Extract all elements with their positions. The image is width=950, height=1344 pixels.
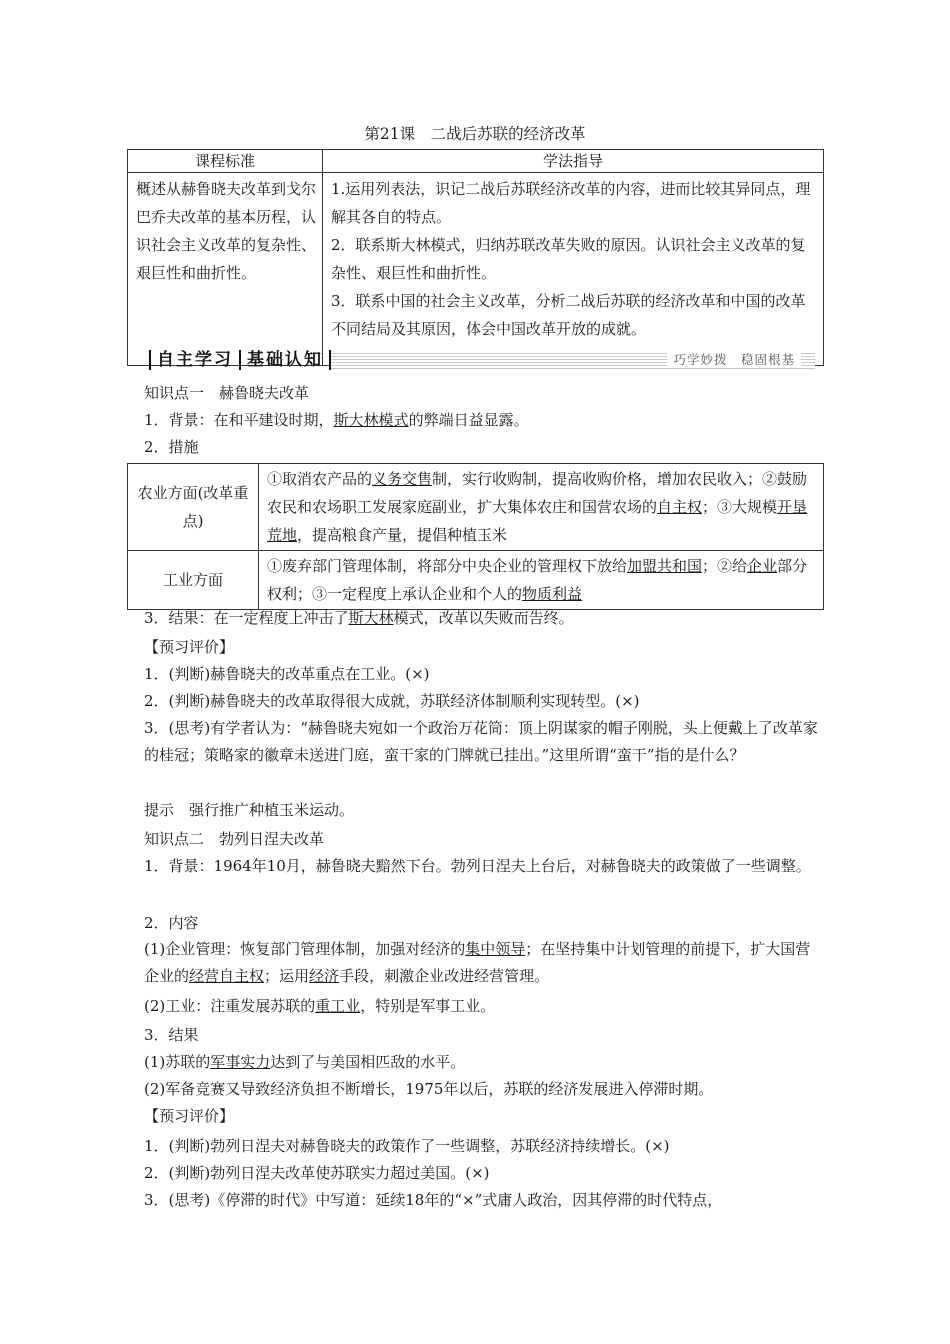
- text: ①废弃部门管理体制，将部分中央企业的管理权下放给: [267, 557, 628, 575]
- guide-item: 3．联系中国的社会主义改革，分析二战后苏联的经济改革和中国的改革不同结局及其原因，体会中国改革开放的成就。: [331, 292, 806, 338]
- k2-result-heading: 3．结果: [144, 1026, 199, 1044]
- banner-bar: [149, 350, 151, 370]
- text: 部分权利；③一定程度上承认企业和个人的: [267, 557, 808, 603]
- text: ①取消农产品的: [267, 470, 373, 488]
- banner-tag: 巧学妙拨 稳固根基: [667, 350, 801, 368]
- course-standard-cell: 概述从赫鲁晓夫改革到戈尔巴乔夫改革的基本历程，认识社会主义改革的复杂性、艰巨性和曲折性。: [128, 173, 323, 366]
- k2-eval-1: 1．(判断)勃列日涅夫对赫鲁晓夫的政策作了一些调整，苏联经济持续增长。(×): [144, 1137, 670, 1155]
- text: ；②给: [702, 557, 748, 575]
- text: 3．结果：在一定程度上冲击了: [144, 609, 349, 627]
- lesson-title: 第21课 二战后苏联的经济改革: [364, 125, 586, 143]
- underlined-term: 经济: [309, 967, 340, 985]
- k1-eval-3: 3．(思考)有学者认为：“赫鲁晓夫宛如一个政治万花筒：顶上阴谋家的帽子刚脱，头上便戴上了改革家的桂冠；策略家的徽章未送进门庭，蛮干家的门牌就已挂出。”这里所谓“蛮干”指的是什么？: [144, 719, 818, 764]
- k1-eval-2: 2．(判断)赫鲁晓夫的改革取得很大成就，苏联经济体制顺利实现转型。(×): [144, 692, 640, 710]
- text: (1)企业管理：恢复部门管理体制，加强对经济的: [144, 940, 466, 958]
- k2-heading: 知识点二 勃列日涅夫改革: [144, 830, 325, 848]
- k2-result-1: [144, 1052, 465, 1072]
- k2-background: 1．背景：1964年10月，赫鲁晓夫黯然下台。勃列日涅夫上台后，对赫鲁晓夫的政策做了一些调整。: [144, 857, 811, 875]
- text: 的弊端日益显露。: [408, 411, 529, 429]
- text: (2)工业：注重发展苏联的: [144, 997, 316, 1015]
- curriculum-table: [127, 149, 824, 366]
- underlined-term: 斯大林: [348, 609, 394, 627]
- text: (1)苏联的: [144, 1053, 211, 1071]
- guide-item: 1.运用列表法，识记二战后苏联经济改革的内容，进而比较其异同点，理解其各自的特点。: [331, 180, 811, 226]
- k2-content-heading: 2．内容: [144, 914, 199, 932]
- k1-measures-heading: 2．措施: [144, 438, 199, 456]
- text: ，提高粮食产量，提倡种植玉米: [297, 526, 508, 544]
- header-guide: 学法指导: [323, 150, 824, 173]
- k1-result: [144, 608, 574, 628]
- k1-hint: 提示 强行推广种植玉米运动。: [144, 801, 355, 819]
- agriculture-content: [259, 464, 824, 551]
- text: 达到了与美国相匹敌的水平。: [270, 1053, 466, 1071]
- underlined-term: 企业: [747, 557, 778, 575]
- underlined-term: 自主权: [657, 498, 703, 516]
- underlined-term: 义务交售: [372, 470, 433, 488]
- text: ；③大规模: [702, 498, 778, 516]
- text: ；运用: [264, 967, 310, 985]
- underlined-term: 斯大林模式: [333, 411, 409, 429]
- header-standard: 课程标准: [128, 150, 323, 173]
- text: ，特别是军事工业。: [360, 997, 496, 1015]
- industry-label: 工业方面: [128, 551, 259, 610]
- banner-heading: [143, 348, 337, 372]
- k1-eval-title: 【预习评价】: [144, 638, 235, 656]
- underlined-term: 经营自主权: [189, 967, 265, 985]
- text: 1．背景：在和平建设时期，: [144, 411, 334, 429]
- industry-content: [259, 551, 824, 610]
- k2-eval-title: 【预习评价】: [144, 1107, 235, 1125]
- k1-heading: 知识点一 赫鲁晓夫改革: [144, 384, 310, 402]
- banner-part1: 自主学习: [157, 350, 233, 370]
- underlined-term: 重工业: [315, 997, 361, 1015]
- section-banner: [143, 346, 815, 373]
- underlined-term: 物质利益: [522, 585, 583, 603]
- agriculture-label: 农业方面(改革重点): [128, 464, 259, 551]
- k1-background: [144, 410, 529, 430]
- banner-bar: [329, 350, 331, 370]
- banner-part2: 基础认知: [247, 350, 323, 370]
- k2-eval-3: 3．(思考)《停滞的时代》中写道：延续18年的“×”式庸人政治，因其停滞的时代特点，: [144, 1191, 723, 1209]
- k2-content-1: [144, 936, 824, 990]
- k2-result-2: (2)军备竞赛又导致经济负担不断增长，1975年以后，苏联的经济发展进入停滞时期。: [144, 1080, 714, 1098]
- text: 制，实行收购制，提高收购价格，增加农民收入；②鼓励农民和农场职工发展家庭副业，扩大集体农庄和国营农场的: [267, 470, 808, 516]
- text: 模式，改革以失败而告终。: [393, 609, 574, 627]
- text: 手段，刺激企业改进经营管理。: [339, 967, 550, 985]
- guide-item: 2．联系斯大林模式，归纳苏联改革失败的原因。认识社会主义改革的复杂性、艰巨性和曲折性。: [331, 236, 806, 282]
- k1-eval-1: 1．(判断)赫鲁晓夫的改革重点在工业。(×): [144, 665, 430, 683]
- underlined-term: 集中领导: [465, 940, 526, 958]
- underlined-term: 军事实力: [210, 1053, 271, 1071]
- study-guide-cell: [323, 173, 824, 366]
- underlined-term: 加盟共和国: [627, 557, 703, 575]
- k2-content-2: [144, 996, 495, 1016]
- text: ；在坚持集中计划管理的前提下，扩大国营企业的: [144, 940, 811, 985]
- measures-table: [127, 463, 824, 610]
- k2-eval-2: 2．(判断)勃列日涅夫改革使苏联实力超过美国。(×): [144, 1164, 490, 1182]
- banner-bar: [239, 350, 241, 370]
- underlined-term: 开垦荒地: [267, 498, 808, 544]
